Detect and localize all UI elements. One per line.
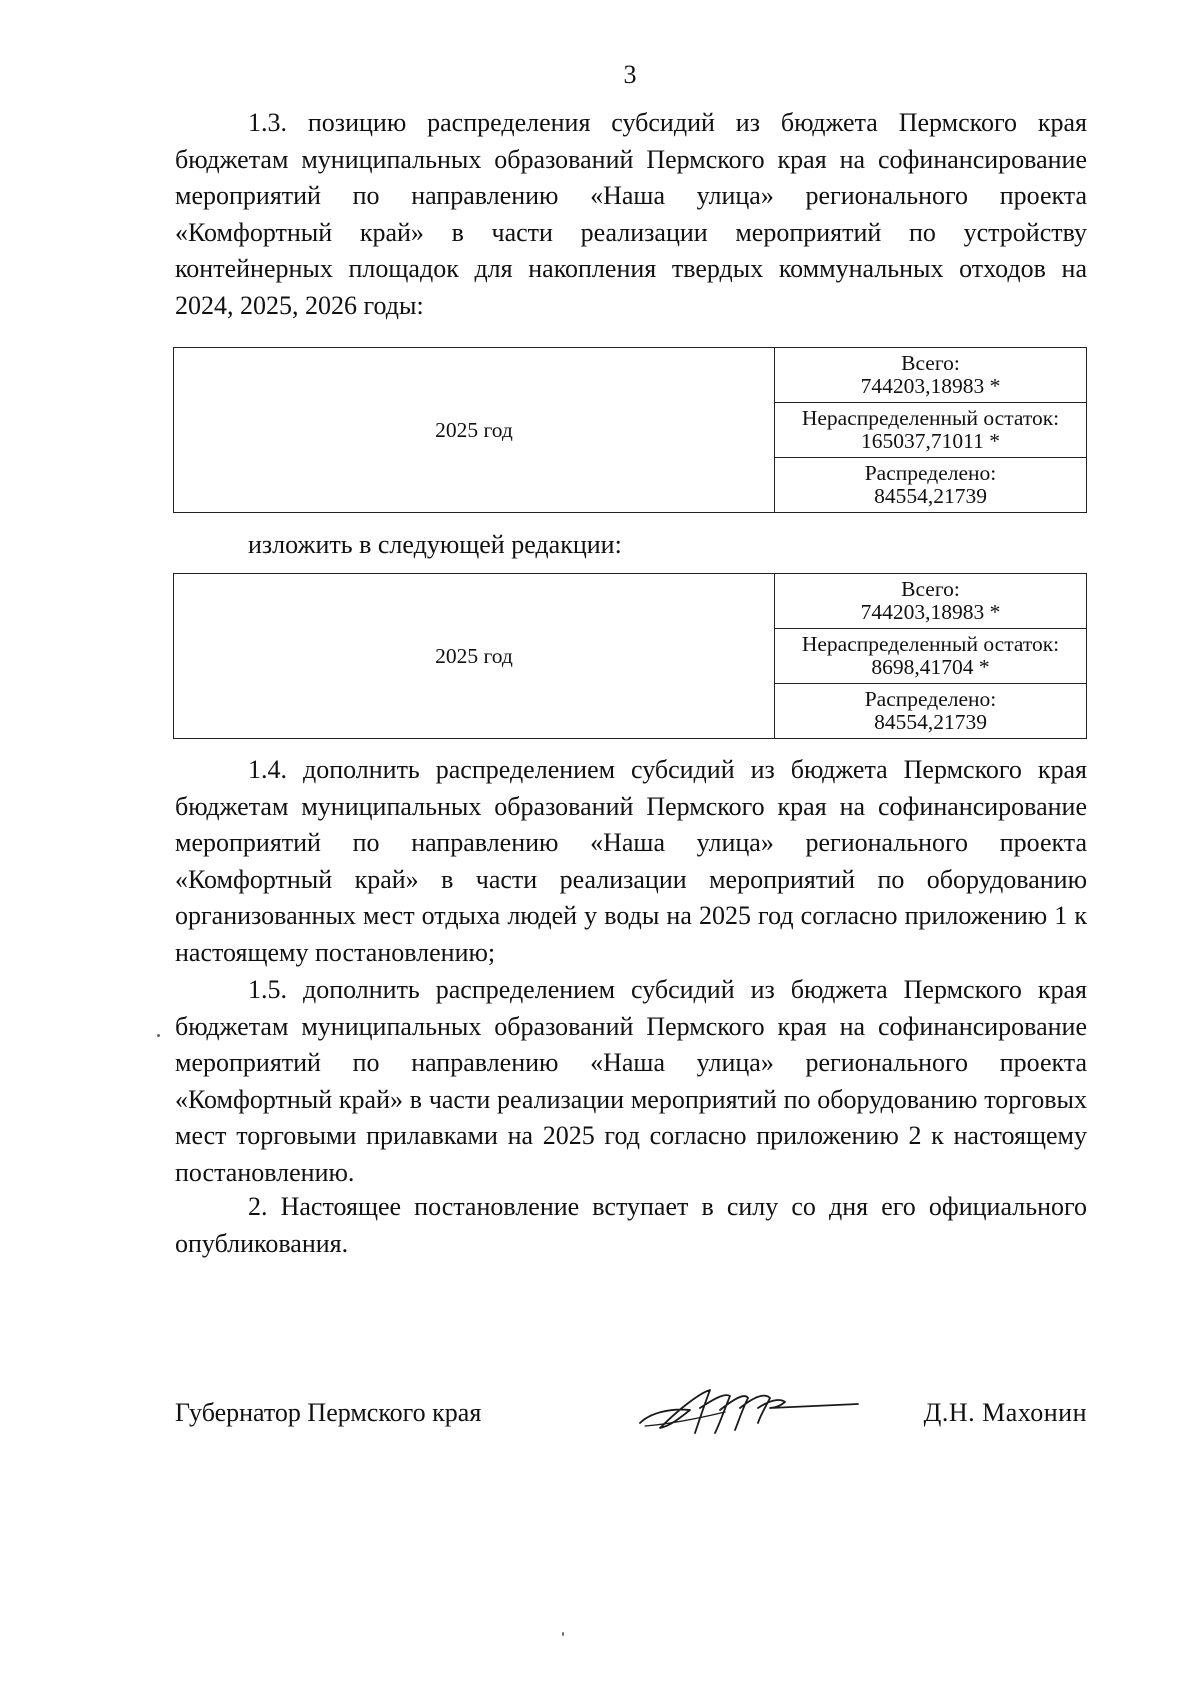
table-year-cell: 2025 год xyxy=(174,348,775,512)
allocated-value: 84554,21739 xyxy=(874,484,987,508)
allocated-label: Распределено: xyxy=(864,461,997,485)
signatory-title: Губернатор Пермского края xyxy=(175,1398,482,1427)
distribution-table-before xyxy=(173,347,1087,513)
table-values-column xyxy=(775,574,1086,738)
allocated-label: Распределено: xyxy=(864,687,997,711)
signature-block xyxy=(175,1398,1087,1458)
total-value: 744203,18983 * xyxy=(860,600,1001,624)
unallocated-value: 8698,41704 * xyxy=(871,655,990,679)
allocated-cell xyxy=(775,683,1086,738)
table-year-cell: 2025 год xyxy=(174,574,775,738)
handwritten-signature xyxy=(630,1378,860,1448)
total-label: Всего: xyxy=(901,577,960,601)
distribution-table-after xyxy=(173,573,1087,739)
paragraph-1-4: 1.4. дополнить распределением субсидий из бюджета Пермского края бюджетам муниципальных образований Пермского края на софинансирование мероприятий по направлению «Наша улица» регионального проекта «Комфортный край» в части реализации мероприятий по оборудованию организованных мест отдыха людей у воды на 2025 год согласно приложению 1 к настоящему постановлению; xyxy=(175,755,1087,967)
total-label: Всего: xyxy=(901,351,960,375)
scan-speck xyxy=(157,1034,160,1037)
signatory-name: Д.Н. Махонин xyxy=(923,1398,1087,1427)
total-cell xyxy=(775,348,1086,402)
unallocated-value: 165037,71011 * xyxy=(861,429,1000,453)
paragraph-1-3: 1.3. позицию распределения субсидий из бюджета Пермского края бюджетам муниципальных образований Пермского края на софинансирование мероприятий по направлению «Наша улица» регионального проекта «Комфортный край» в части реализации мероприятий по устройству контейнерных площадок для накопления твердых коммунальных отходов на 2024, 2025, 2026 годы: xyxy=(175,108,1087,320)
paragraph-1-5: 1.5. дополнить распределением субсидий из бюджета Пермского края бюджетам муниципальных образований Пермского края на софинансирование мероприятий по направлению «Наша улица» регионального проекта «Комфортный край» в части реализации мероприятий по оборудованию торговых мест торговыми прилавками на 2025 год согласно приложению 2 к настоящему постановлению. xyxy=(175,975,1087,1187)
unallocated-cell xyxy=(775,628,1086,683)
total-cell xyxy=(775,574,1086,628)
total-value: 744203,18983 * xyxy=(860,374,1001,398)
unallocated-label: Нераспределенный остаток: xyxy=(801,632,1060,656)
allocated-value: 84554,21739 xyxy=(874,710,987,734)
scan-speck xyxy=(562,1632,564,1636)
page-number: 3 xyxy=(623,60,637,89)
allocated-cell xyxy=(775,457,1086,512)
table-values-column xyxy=(775,348,1086,512)
unallocated-cell xyxy=(775,402,1086,457)
new-edition-intro: изложить в следующей редакции: xyxy=(248,530,622,559)
unallocated-label: Нераспределенный остаток: xyxy=(801,406,1060,430)
paragraph-2: 2. Настоящее постановление вступает в силу со дня его официального опубликования. xyxy=(175,1192,1087,1258)
